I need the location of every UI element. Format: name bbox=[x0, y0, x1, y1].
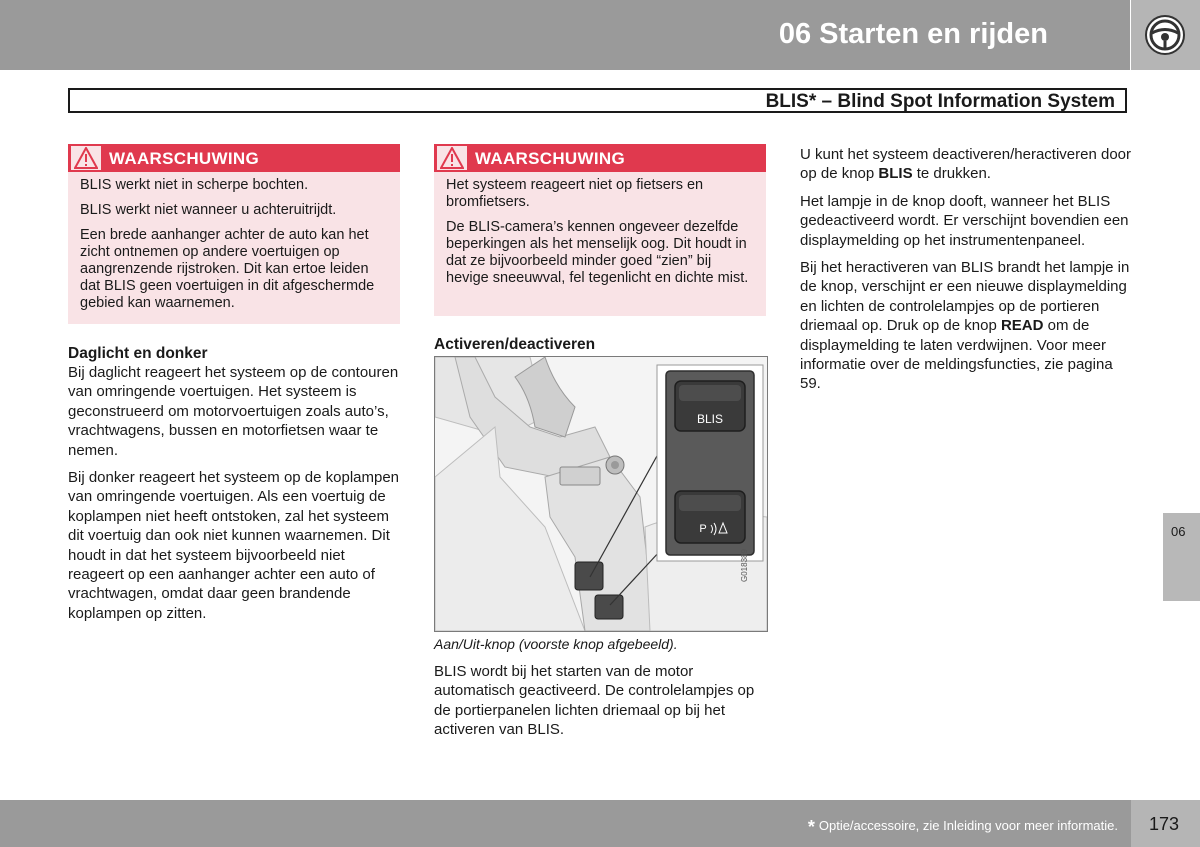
figure-caption: Aan/Uit-knop (voorste knop afgebeeld). bbox=[434, 636, 678, 652]
chapter-side-tab bbox=[1163, 513, 1200, 601]
left-column bbox=[68, 344, 400, 631]
warning-header bbox=[68, 144, 400, 172]
page-number-box bbox=[1131, 800, 1200, 847]
warning-triangle-icon bbox=[74, 147, 98, 169]
blis-button-ref: BLIS bbox=[878, 165, 913, 183]
section-title: BLIS* – Blind Spot Information System bbox=[765, 91, 1115, 112]
warning-text: De BLIS-camera’s kennen ongeveer dezelfde beperkingen als het menselijk oog. Dit houdt in dat ze bijvoorbeeld minder goed “zien” bij hevige sneeuwval, fel tegenlicht en dichte mist. bbox=[446, 219, 749, 286]
paragraph: Bij daglicht reageert het systeem op de contouren van omringende voertuigen. Het systeem is geconstrueerd om motorvoertuigen zoals auto’s, vrachtwagens, bussen en motorfietsen waar te nemen. bbox=[68, 364, 399, 459]
paragraph: U kunt het systeem deactiveren/heractiveren door op de knop BLIS te drukken. bbox=[800, 146, 1132, 183]
warning-body bbox=[434, 172, 766, 293]
blis-button-label: BLIS bbox=[696, 412, 724, 426]
center-console-drawing bbox=[435, 357, 767, 631]
read-button-ref: READ bbox=[1000, 317, 1044, 335]
heading-activate-deactivate: Activeren/deactiveren bbox=[434, 336, 596, 353]
paragraph: Het lampje in de knop dooft, wanneer het BLIS gedeactiveerd wordt. Er verschijnt bovendien een displaymelding op het instrumentenpaneel. bbox=[800, 192, 1129, 249]
paragraph: BLIS wordt bij het starten van de motor automatisch geactiveerd. De controlelampjes op de portierpanelen lichten driemaal op bij het activeren van BLIS. bbox=[434, 663, 755, 739]
warning-box-2 bbox=[434, 144, 766, 316]
warning-triangle-box bbox=[71, 146, 101, 170]
figure-code: G018389 bbox=[740, 549, 749, 582]
steering-wheel-icon bbox=[1144, 14, 1186, 56]
warning-triangle-box bbox=[437, 146, 467, 170]
paragraph: Bij het heractiveren van BLIS brandt het lampje in de knop, verschijnt er een nieuwe displaymelding en lichten de controlelampjes op de portieren driemaal op. Druk op de knop READ om de displaymelding te laten verdwijnen. Voor meer informatie over de meldingsfuncties, zie pagina 59. bbox=[800, 259, 1130, 393]
section-header bbox=[68, 88, 1127, 113]
warning-text: Het systeem reageert niet op fietsers en bromfietsers. bbox=[446, 177, 704, 210]
right-column bbox=[800, 145, 1132, 402]
park-assist-button-label: P bbox=[699, 523, 707, 535]
chapter-header-bar bbox=[0, 0, 1130, 70]
heading-daylight-dark: Daglicht en donker bbox=[68, 345, 208, 362]
chapter-title: 06 Starten en rijden bbox=[778, 18, 1048, 50]
middle-column-heading bbox=[434, 335, 766, 354]
warning-triangle-icon bbox=[440, 147, 464, 169]
warning-label: WAARSCHUWING bbox=[109, 149, 259, 168]
paragraph: Bij donker reageert het systeem op de koplampen van omringende voertuigen. Als een voertuig de koplampen niet heeft ontstoken, zal het systeem dit voertuig dan ook niet kunnen waarnemen. Dit houdt in dat het systeem bijvoorbeeld niet reageert op een aanhanger achter een auto of vrachtwagen, omdat daar geen brandende koplampen op zitten. bbox=[68, 469, 400, 622]
footnote bbox=[808, 817, 1118, 838]
console-illustration bbox=[434, 356, 768, 632]
warning-body bbox=[68, 172, 400, 318]
warning-text: BLIS werkt niet in scherpe bochten. bbox=[80, 177, 309, 193]
footnote-star: * bbox=[807, 817, 815, 837]
middle-column-text bbox=[434, 662, 768, 748]
warning-text: BLIS werkt niet wanneer u achteruitrijdt. bbox=[80, 202, 337, 218]
footnote-text: Optie/accessoire, zie Inleiding voor meer informatie. bbox=[818, 818, 1118, 833]
chapter-icon-box bbox=[1131, 0, 1200, 70]
warning-box-1 bbox=[68, 144, 400, 324]
page-footer bbox=[0, 800, 1200, 847]
warning-text: Een brede aanhanger achter de auto kan het zicht ontnemen op andere voertuigen op aangrenzende rijstroken. Dit kan ertoe leiden dat BLIS geen voertuigen in dit afgeschermde gebied kan waarnemen. bbox=[80, 227, 375, 311]
page-number: 173 bbox=[1149, 814, 1180, 834]
warning-label: WAARSCHUWING bbox=[475, 149, 625, 168]
warning-header bbox=[434, 144, 766, 172]
side-tab-label: 06 bbox=[1171, 524, 1186, 539]
